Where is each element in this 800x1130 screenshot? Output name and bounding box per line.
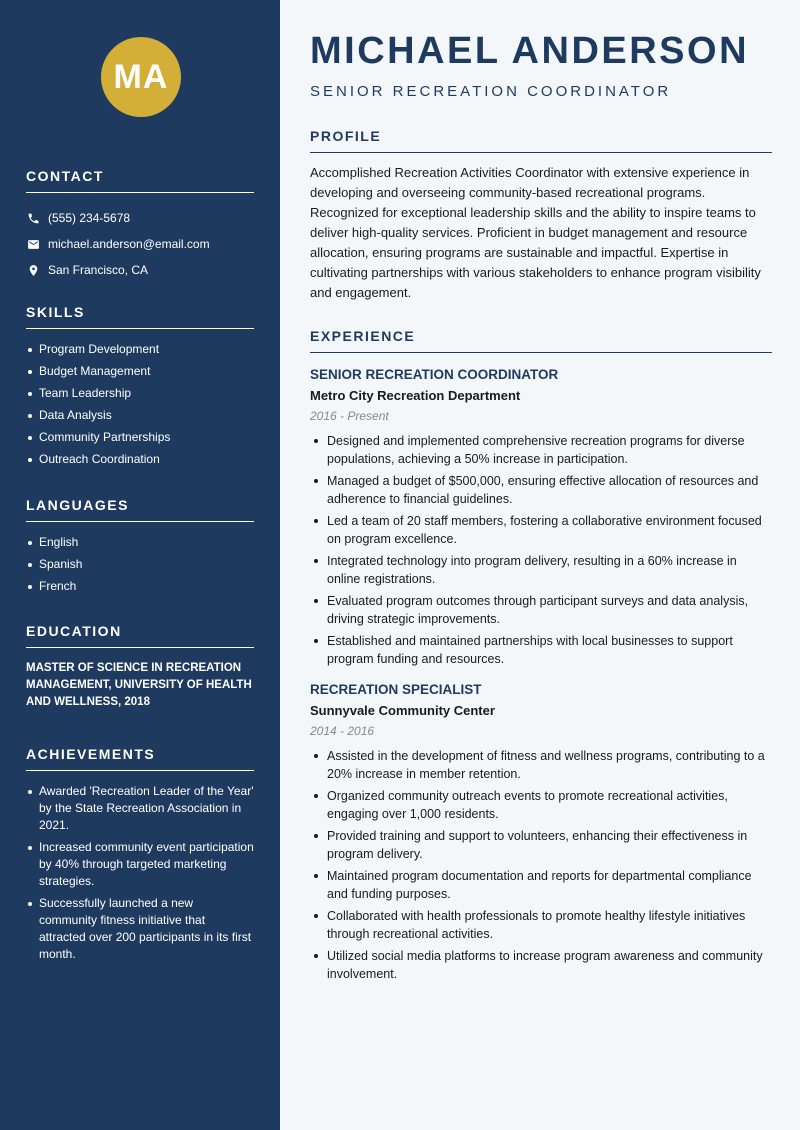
- job-bullet: Evaluated program outcomes through participant surveys and data analysis, driving strategic improvements.: [310, 592, 772, 628]
- skill-item: Program Development: [26, 341, 254, 358]
- job-bullet: Designed and implemented comprehensive recreation programs for diverse populations, achieving a 50% increase in participation.: [310, 432, 772, 468]
- job-bullets: [310, 432, 772, 668]
- achievements-list: [26, 783, 254, 963]
- contact-email: [26, 231, 254, 257]
- email-text: michael.anderson@email.com: [48, 237, 210, 251]
- contact-section: [26, 168, 254, 283]
- languages-heading: LANGUAGES: [26, 497, 254, 522]
- candidate-title: SENIOR RECREATION COORDINATOR: [310, 83, 672, 100]
- job-entry: [310, 682, 772, 983]
- language-item: Spanish: [26, 556, 254, 573]
- job-bullet: Maintained program documentation and reports for departmental compliance and funding purposes.: [310, 867, 772, 903]
- job-bullet: Provided training and support to volunteers, enhancing their effectiveness in program delivery.: [310, 827, 772, 863]
- contact-phone: [26, 205, 254, 231]
- achievement-item: Awarded 'Recreation Leader of the Year' by the State Recreation Association in 2021.: [26, 783, 254, 834]
- education-heading: EDUCATION: [26, 623, 254, 648]
- skill-item: Community Partnerships: [26, 429, 254, 446]
- skills-list: [26, 341, 254, 468]
- job-bullet: Assisted in the development of fitness and wellness programs, contributing to a 20% increase in member retention.: [310, 747, 772, 783]
- location-text: San Francisco, CA: [48, 263, 149, 277]
- education-entry: MASTER OF SCIENCE IN RECREATION MANAGEMENT, UNIVERSITY OF HEALTH AND WELLNESS, 2018: [26, 662, 252, 708]
- contact-heading: CONTACT: [26, 168, 254, 193]
- profile-text: Accomplished Recreation Activities Coordinator with extensive experience in developing and overseeing community-based recreational programs. Recognized for exceptional leadership skills and the ability to inspire teams to deliver high-quality services. Proficient in budget management and resource allocation, ensuring programs are sustainable and impactful. Expertise in cultivating partnerships with various stakeholders to enhance program visibility and engagement.: [310, 165, 761, 300]
- job-bullet: Managed a budget of $500,000, ensuring effective allocation of resources and adherence to financial guidelines.: [310, 472, 772, 508]
- job-dates: 2014 - 2016: [310, 724, 375, 738]
- skill-item: Budget Management: [26, 363, 254, 380]
- experience-heading: EXPERIENCE: [310, 328, 772, 353]
- job-bullet: Organized community outreach events to promote recreational activities, engaging over 1,000 residents.: [310, 787, 772, 823]
- achievements-heading: ACHIEVEMENTS: [26, 746, 254, 771]
- job-title: SENIOR RECREATION COORDINATOR: [310, 367, 559, 382]
- languages-list: [26, 534, 254, 595]
- avatar: MA: [101, 37, 181, 117]
- job-bullet: Led a team of 20 staff members, fostering a collaborative environment focused on program excellence.: [310, 512, 772, 548]
- achievements-section: [26, 746, 254, 968]
- phone-icon: [26, 211, 40, 225]
- achievement-item: Successfully launched a new community fitness initiative that attracted over 200 participants in its first month.: [26, 895, 254, 963]
- skills-section: [26, 304, 254, 473]
- job-company: Metro City Recreation Department: [310, 388, 521, 403]
- job-company: Sunnyvale Community Center: [310, 703, 495, 718]
- language-item: English: [26, 534, 254, 551]
- sidebar: [0, 0, 280, 1130]
- email-icon: [26, 237, 40, 251]
- candidate-name: MICHAEL ANDERSON: [310, 30, 750, 72]
- job-bullet: Established and maintained partnerships with local businesses to support program funding and resources.: [310, 632, 772, 668]
- job-bullet: Collaborated with health professionals to promote healthy lifestyle initiatives through recreational activities.: [310, 907, 772, 943]
- job-entry: [310, 367, 772, 668]
- profile-heading: PROFILE: [310, 128, 772, 153]
- skill-item: Outreach Coordination: [26, 451, 254, 468]
- job-bullet: Utilized social media platforms to increase program awareness and community involvement.: [310, 947, 772, 983]
- job-dates: 2016 - Present: [310, 409, 389, 423]
- job-title: RECREATION SPECIALIST: [310, 682, 482, 697]
- profile-section: [310, 128, 772, 303]
- skill-item: Team Leadership: [26, 385, 254, 402]
- job-bullets: [310, 747, 772, 983]
- job-bullet: Integrated technology into program delivery, resulting in a 60% increase in online registrations.: [310, 552, 772, 588]
- skill-item: Data Analysis: [26, 407, 254, 424]
- skills-heading: SKILLS: [26, 304, 254, 329]
- education-section: [26, 623, 254, 711]
- achievement-item: Increased community event participation by 40% through targeted marketing strategies.: [26, 839, 254, 890]
- contact-location: [26, 257, 254, 283]
- experience-section: [310, 328, 772, 987]
- location-pin-icon: [26, 263, 40, 277]
- phone-text: (555) 234-5678: [48, 211, 131, 225]
- language-item: French: [26, 578, 254, 595]
- languages-section: [26, 497, 254, 600]
